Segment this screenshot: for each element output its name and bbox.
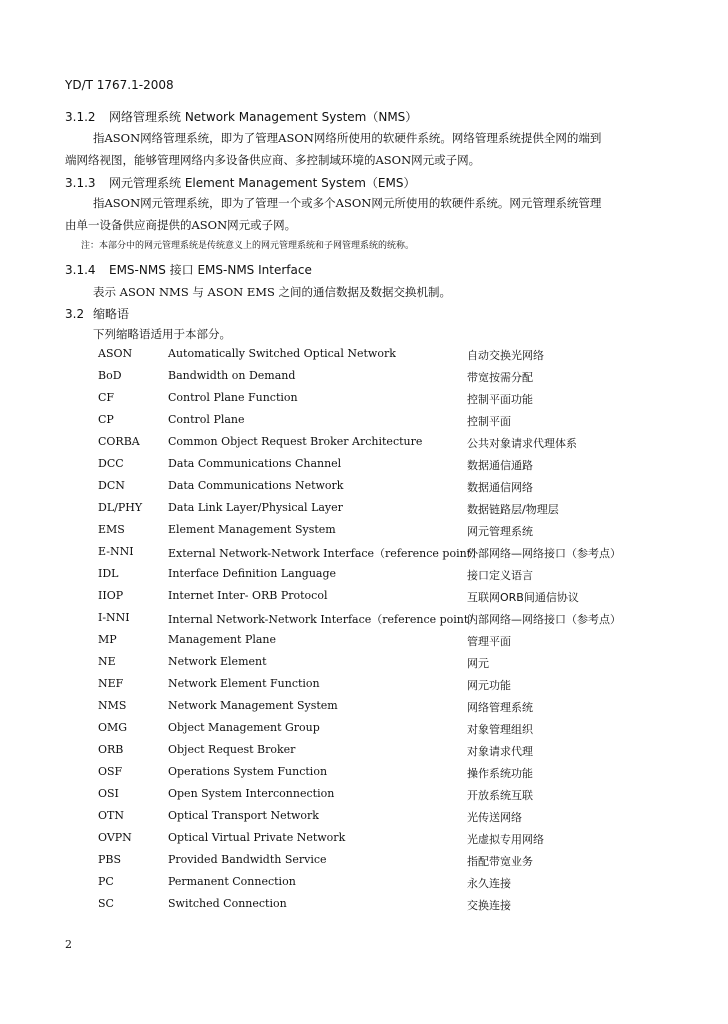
abbreviation-chinese: 内部网络—网络接口（参考点） (467, 613, 621, 626)
paragraph-line: 指ASON网元管理系统，即为了管理一个或多个ASON网元所使用的软硬件系统。网元管理系统管理 (93, 196, 602, 210)
abbreviation-chinese: 对象请求代理 (467, 745, 533, 758)
abbreviation-term: CORBA (98, 435, 140, 448)
page-number: 2 (65, 938, 72, 951)
abbreviation-term: NE (98, 655, 116, 668)
abbreviation-english: Control Plane Function (168, 391, 298, 404)
abbreviation-english: Bandwidth on Demand (168, 369, 296, 382)
abbreviation-english: Optical Virtual Private Network (168, 831, 346, 844)
abbreviation-english: Internal Network-Network Interface（reference point） (168, 613, 480, 626)
abbreviation-chinese: 开放系统互联 (467, 789, 533, 802)
section-body-3-1-2 (65, 127, 650, 171)
abbreviation-term: OMG (98, 721, 128, 734)
abbreviation-term: BoD (98, 369, 122, 382)
section-heading-3-1-2 (65, 108, 417, 125)
abbreviation-chinese: 控制平面 (467, 415, 511, 428)
paragraph-line: 由单一设备供应商提供的ASON网元或子网。 (65, 218, 297, 232)
abbreviation-chinese: 互联网ORB间通信协议 (467, 591, 579, 604)
abbreviation-english: Operations System Function (168, 765, 328, 778)
abbreviation-chinese: 对象管理组织 (467, 723, 533, 736)
abbreviation-chinese: 光传送网络 (467, 811, 522, 824)
abbreviation-chinese: 数据通信通路 (467, 459, 533, 472)
paragraph-line: 端网络视图，能够管理网络内多设备供应商、多控制域环境的ASON网元或子网。 (65, 153, 481, 167)
section-body-3-1-3 (65, 192, 650, 236)
abbreviation-chinese: 交换连接 (467, 899, 511, 912)
abbreviation-term: IIOP (98, 589, 124, 602)
abbreviation-term: MP (98, 633, 117, 646)
abbreviation-term: PBS (98, 853, 122, 866)
abbreviation-chinese: 外部网络—网络接口（参考点） (467, 547, 621, 560)
section-number: 3.2 (65, 307, 85, 321)
abbreviation-chinese: 管理平面 (467, 635, 511, 648)
abbreviation-intro: 下列缩略语适用于本部分。 (93, 327, 231, 341)
abbreviation-term: IDL (98, 567, 119, 580)
abbreviation-chinese: 操作系统功能 (467, 767, 533, 780)
abbreviation-term: OSI (98, 787, 119, 800)
abbreviation-term: DCN (98, 479, 125, 492)
abbreviation-english: Object Request Broker (168, 743, 296, 756)
abbreviation-english: External Network-Network Interface（reference point） (168, 547, 483, 560)
section-title: 网元管理系统 Element Management System（EMS） (109, 176, 416, 190)
section-number: 3.1.4 (65, 263, 96, 277)
abbreviation-term: ASON (98, 347, 133, 360)
abbreviation-chinese: 数据链路层/物理层 (467, 503, 559, 516)
abbreviation-english: Permanent Connection (168, 875, 296, 888)
abbreviation-chinese: 指配带宽业务 (467, 855, 533, 868)
section-number: 3.1.2 (65, 110, 96, 124)
abbreviation-chinese: 控制平面功能 (467, 393, 533, 406)
paragraph-line: 指ASON网络管理系统，即为了管理ASON网络所使用的软硬件系统。网络管理系统提供全网的端到 (93, 131, 602, 145)
abbreviation-english: Optical Transport Network (168, 809, 319, 822)
abbreviation-term: SC (98, 897, 114, 910)
section-title: 缩略语 (93, 307, 130, 321)
section-heading-3-1-3 (65, 174, 415, 191)
abbreviation-term: OSF (98, 765, 123, 778)
abbreviation-term: CP (98, 413, 114, 426)
abbreviation-term: I-NNI (98, 611, 130, 624)
abbreviation-term: OVPN (98, 831, 132, 844)
abbreviation-chinese: 接口定义语言 (467, 569, 533, 582)
abbreviation-term: NMS (98, 699, 127, 712)
abbreviation-english: Internet Inter- ORB Protocol (168, 589, 328, 602)
abbreviation-chinese: 网元 (467, 657, 489, 670)
abbreviation-english: Network Element (168, 655, 267, 668)
abbreviation-chinese: 自动交换光网络 (467, 349, 544, 362)
abbreviation-term: E-NNI (98, 545, 134, 558)
abbreviation-chinese: 公共对象请求代理体系 (467, 437, 577, 450)
abbreviation-english: Control Plane (168, 413, 245, 426)
abbreviation-english: Object Management Group (168, 721, 320, 734)
section-heading-3-1-4 (65, 261, 312, 278)
section-body-3-1-4: 表示 ASON NMS 与 ASON EMS 之间的通信数据及数据交换机制。 (93, 285, 452, 299)
abbreviation-english: Interface Definition Language (168, 567, 337, 580)
abbreviation-english: Network Element Function (168, 677, 320, 690)
abbreviation-chinese: 网元管理系统 (467, 525, 533, 538)
section-heading-3-2 (65, 305, 129, 322)
abbreviation-term: DCC (98, 457, 124, 470)
abbreviation-english: Data Link Layer/Physical Layer (168, 501, 343, 514)
abbreviation-term: OTN (98, 809, 124, 822)
abbreviation-term: ORB (98, 743, 124, 756)
abbreviation-english: Automatically Switched Optical Network (168, 347, 396, 360)
section-number: 3.1.3 (65, 176, 96, 190)
abbreviation-english: Element Management System (168, 523, 336, 536)
abbreviation-term: EMS (98, 523, 125, 536)
abbreviation-english: Provided Bandwidth Service (168, 853, 327, 866)
abbreviation-english: Open System Interconnection (168, 787, 335, 800)
abbreviation-english: Common Object Request Broker Architecture (168, 435, 423, 448)
section-title: 网络管理系统 Network Management System（NMS） (109, 110, 418, 124)
abbreviation-chinese: 带宽按需分配 (467, 371, 533, 384)
abbreviation-english: Network Management System (168, 699, 338, 712)
document-header: YD/T 1767.1-2008 (65, 78, 174, 92)
abbreviation-term: PC (98, 875, 114, 888)
abbreviation-term: NEF (98, 677, 124, 690)
note: 注：本部分中的网元管理系统是传统意义上的网元管理系统和子网管理系统的统称。 (81, 241, 415, 251)
section-title: EMS-NMS 接口 EMS-NMS Interface (109, 263, 312, 277)
abbreviation-english: Management Plane (168, 633, 277, 646)
abbreviation-chinese: 永久连接 (467, 877, 511, 890)
abbreviation-chinese: 网元功能 (467, 679, 511, 692)
abbreviation-english: Data Communications Channel (168, 457, 342, 470)
abbreviation-chinese: 光虚拟专用网络 (467, 833, 544, 846)
abbreviation-chinese: 网络管理系统 (467, 701, 533, 714)
abbreviation-chinese: 数据通信网络 (467, 481, 533, 494)
abbreviation-english: Switched Connection (168, 897, 287, 910)
abbreviation-term: DL/PHY (98, 501, 143, 514)
abbreviation-term: CF (98, 391, 115, 404)
abbreviation-english: Data Communications Network (168, 479, 344, 492)
